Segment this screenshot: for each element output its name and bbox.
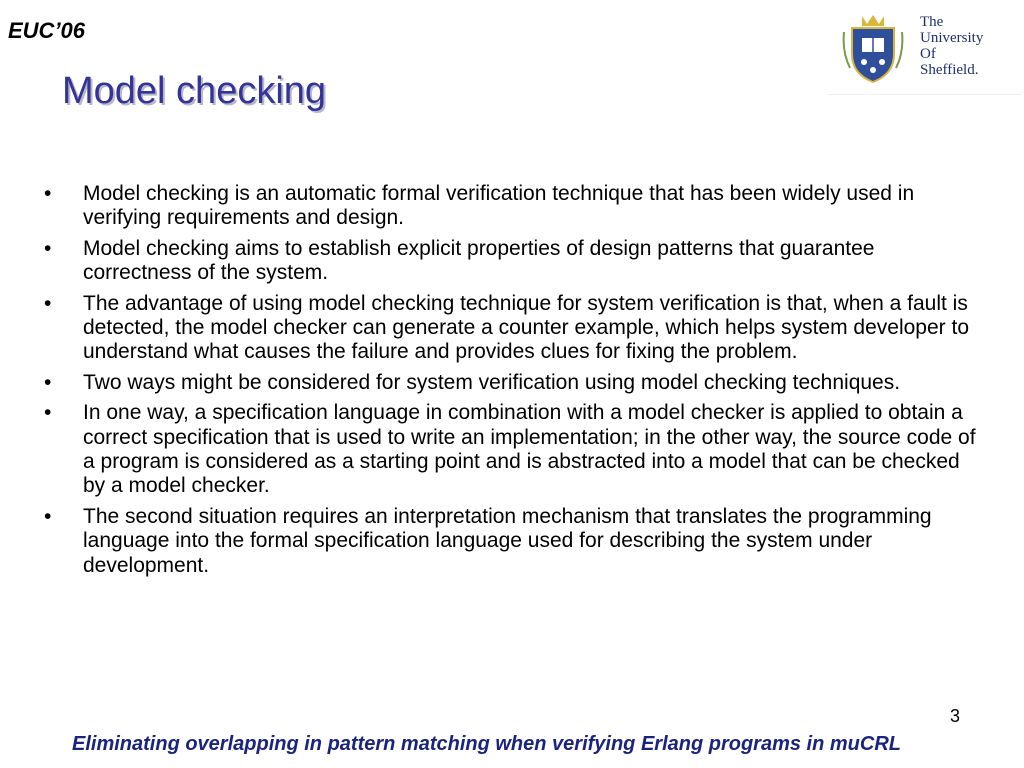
bullet-text: Model checking aims to establish explicit properties of design patterns that guarantee correctness of the system. bbox=[83, 236, 875, 285]
bullet-dot: • bbox=[44, 236, 52, 260]
conference-label: EUC’06 bbox=[8, 18, 86, 43]
logo-line-2: University bbox=[920, 30, 984, 46]
bullet-item bbox=[44, 292, 984, 365]
bullet-dot: • bbox=[44, 370, 52, 394]
logo-line-1: The bbox=[920, 14, 944, 30]
bullet-text: The advantage of using model checking technique for system verification is that, when a fault is detected, the model checker can generate a counter example, which helps system developer to understand what causes the failure and provides clues for fixing the problem. bbox=[83, 291, 970, 364]
bullet-item bbox=[44, 401, 984, 499]
bullet-item bbox=[44, 237, 984, 286]
page-number: 3 bbox=[950, 706, 961, 726]
university-crest-icon bbox=[842, 12, 904, 84]
bullet-text: Two ways might be considered for system verification using model checking techniques. bbox=[83, 370, 901, 394]
bullet-item bbox=[44, 371, 984, 395]
bullet-dot: • bbox=[44, 182, 52, 205]
bullet-dot: • bbox=[44, 401, 52, 425]
slide-title: Model checking bbox=[62, 70, 327, 112]
bullet-dot: • bbox=[44, 504, 52, 528]
university-logo bbox=[828, 6, 1022, 95]
footer-caption: Eliminating overlapping in pattern matching when verifying Erlang programs in muCRL bbox=[72, 733, 901, 755]
bullet-item bbox=[44, 182, 984, 231]
bullet-text: In one way, a specification language in combination with a model checker is applied to obtain a correct specification that is used to write an implementation; in the other way, the source code of a program is considered as a starting point and is abstracted into a model that can be checked by a model checker. bbox=[83, 401, 976, 498]
bullet-list bbox=[44, 182, 984, 584]
bullet-text: Model checking is an automatic formal verification technique that has been widely used in verifying requirements and design. bbox=[83, 182, 915, 230]
logo-line-4: Sheffield. bbox=[920, 62, 979, 78]
logo-line-3: Of bbox=[920, 46, 936, 62]
bullet-item bbox=[44, 505, 984, 578]
bullet-text: The second situation requires an interpretation mechanism that translates the programming language into the formal specification language used for describing the system under development. bbox=[83, 504, 932, 577]
bullet-dot: • bbox=[44, 291, 52, 315]
university-logo-text bbox=[920, 14, 983, 78]
